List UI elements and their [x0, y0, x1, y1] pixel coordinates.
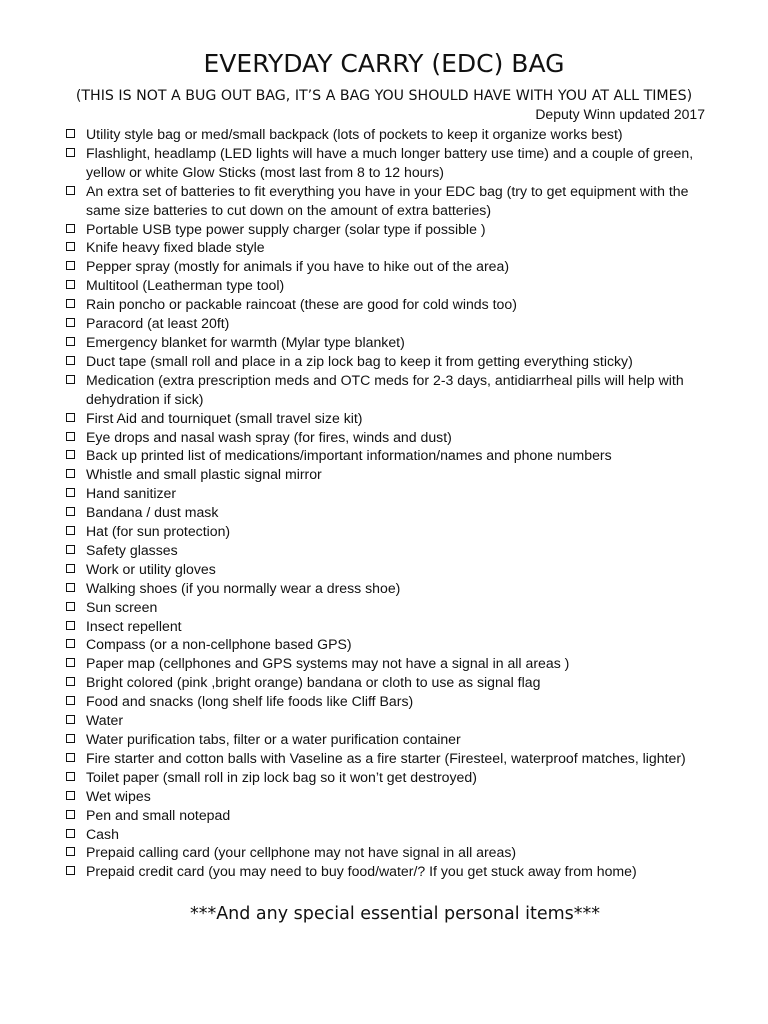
checklist	[64, 125, 714, 881]
checkbox-icon[interactable]	[66, 658, 75, 667]
checklist-item	[64, 843, 714, 862]
checklist-item	[64, 579, 714, 598]
checklist-item-label: Hand sanitizer	[86, 485, 177, 502]
checklist-item	[64, 428, 714, 447]
checklist-item-label: Multitool (Leatherman type tool)	[86, 277, 285, 294]
checklist-item	[64, 654, 714, 673]
checkbox-icon[interactable]	[66, 715, 75, 724]
checklist-item	[64, 371, 714, 409]
checklist-item-label: Food and snacks (long shelf life foods like Cliff Bars)	[86, 693, 414, 710]
checklist-item-label: Compass (or a non-cellphone based GPS)	[86, 636, 352, 653]
checklist-item	[64, 673, 714, 692]
checklist-item	[64, 635, 714, 654]
checkbox-icon[interactable]	[66, 696, 75, 705]
checklist-item-label: Duct tape (small roll and place in a zip lock bag to keep it from getting everything sticky)	[86, 352, 633, 369]
checklist-item	[64, 333, 714, 352]
checklist-item	[64, 711, 714, 730]
checkbox-icon[interactable]	[66, 488, 75, 497]
checkbox-icon[interactable]	[66, 829, 75, 838]
checkbox-icon[interactable]	[66, 318, 75, 327]
checklist-item	[64, 787, 714, 806]
checkbox-icon[interactable]	[66, 375, 75, 384]
page-subtitle: (THIS IS NOT A BUG OUT BAG, IT’S A BAG YOU SHOULD HAVE WITH YOU AT ALL TIMES)	[75, 88, 693, 104]
checkbox-icon[interactable]	[66, 545, 75, 554]
checklist-item	[64, 257, 714, 276]
checkbox-icon[interactable]	[66, 564, 75, 573]
checklist-item-label: Back up printed list of medications/important information/names and phone numbers	[86, 447, 612, 464]
checklist-item	[64, 503, 714, 522]
checklist-item	[64, 238, 714, 257]
checkbox-icon[interactable]	[66, 639, 75, 648]
checklist-item	[64, 692, 714, 711]
checkbox-icon[interactable]	[66, 469, 75, 478]
checklist-item-label: Insect repellent	[86, 617, 182, 634]
checklist-item	[64, 730, 714, 749]
checklist-item	[64, 295, 714, 314]
checkbox-icon[interactable]	[66, 186, 75, 195]
checklist-item-label: Pepper spray (mostly for animals if you have to hike out of the area)	[86, 258, 510, 275]
checkbox-icon[interactable]	[66, 356, 75, 365]
checklist-item	[64, 598, 714, 617]
checklist-item-label: Medication (extra prescription meds and OTC meds for 2-3 days, antidiarrheal pills will help with dehydration if sick)	[86, 371, 684, 407]
checklist-item	[64, 314, 714, 333]
checkbox-icon[interactable]	[66, 224, 75, 233]
checkbox-icon[interactable]	[66, 432, 75, 441]
checklist-item	[64, 446, 714, 465]
footer-note: ***And any special essential personal items***	[189, 904, 601, 924]
checklist-item-label: Portable USB type power supply charger (solar type if possible )	[86, 220, 486, 237]
checklist-item-label: Emergency blanket for warmth (Mylar type blanket)	[86, 333, 405, 350]
checklist-item-label: Eye drops and nasal wash spray (for fires, winds and dust)	[86, 428, 452, 445]
checkbox-icon[interactable]	[66, 242, 75, 251]
checklist-item-label: Water purification tabs, filter or a water purification container	[86, 731, 461, 747]
page-title: EVERYDAY CARRY (EDC) BAG	[203, 49, 565, 78]
checkbox-icon[interactable]	[66, 526, 75, 535]
checkbox-icon[interactable]	[66, 791, 75, 800]
checkbox-icon[interactable]	[66, 866, 75, 875]
checklist-item	[64, 806, 714, 825]
checklist-item	[64, 522, 714, 541]
checklist-item	[64, 144, 714, 182]
checkbox-icon[interactable]	[66, 261, 75, 270]
checkbox-icon[interactable]	[66, 810, 75, 819]
checklist-item-label: Prepaid credit card (you may need to buy food/water/? If you get stuck away from home)	[86, 863, 637, 880]
checklist-item	[64, 749, 714, 768]
checklist-item	[64, 862, 714, 881]
checklist-item-label: An extra set of batteries to fit everything you have in your EDC bag (try to get equipment with the same size batteries to cut down on the amount of extra batteries)	[86, 182, 689, 218]
checkbox-icon[interactable]	[66, 734, 75, 743]
checklist-item-label: First Aid and tourniquet (small travel size kit)	[86, 409, 363, 426]
checkbox-icon[interactable]	[66, 583, 75, 592]
checklist-item-label: Sun screen	[86, 598, 158, 615]
checklist-item	[64, 182, 714, 220]
checklist-item	[64, 541, 714, 560]
checklist-item-label: Bright colored (pink ,bright orange) bandana or cloth to use as signal flag	[86, 674, 541, 691]
checklist-item-label: Fire starter and cotton balls with Vaseline as a fire starter (Firesteel, waterproof matches, lighter)	[86, 749, 686, 766]
checkbox-icon[interactable]	[66, 677, 75, 686]
checklist-item-label: Knife heavy fixed blade style	[86, 239, 265, 256]
checkbox-icon[interactable]	[66, 772, 75, 781]
checklist-item	[64, 276, 714, 295]
checklist-item-label: Walking shoes (if you normally wear a dress shoe)	[86, 579, 401, 596]
checklist-item	[64, 465, 714, 484]
checkbox-icon[interactable]	[66, 450, 75, 459]
checklist-item-label: Work or utility gloves	[86, 560, 216, 577]
checklist-item	[64, 617, 714, 636]
checklist-item	[64, 220, 714, 239]
checkbox-icon[interactable]	[66, 507, 75, 516]
checklist-item	[64, 484, 714, 503]
checkbox-icon[interactable]	[66, 337, 75, 346]
checklist-item-label: Prepaid calling card (your cellphone may not have signal in all areas)	[86, 844, 517, 861]
checklist-item-label: Pen and small notepad	[86, 806, 231, 823]
checklist-item-label: Utility style bag or med/small backpack (lots of pockets to keep it organize works best)	[86, 126, 623, 142]
checkbox-icon[interactable]	[66, 129, 75, 138]
checklist-item-label: Paracord (at least 20ft)	[86, 315, 230, 332]
checklist-item-label: Bandana / dust mask	[86, 504, 219, 521]
checklist-item-label: Wet wipes	[86, 787, 151, 804]
checkbox-icon[interactable]	[66, 621, 75, 630]
checkbox-icon[interactable]	[66, 280, 75, 289]
checkbox-icon[interactable]	[66, 753, 75, 762]
checklist-item	[64, 825, 714, 844]
checkbox-icon[interactable]	[66, 299, 75, 308]
author-note: Deputy Winn updated 2017	[535, 106, 705, 122]
checklist-item-label: Water	[86, 712, 124, 729]
checklist-item-label: Toilet paper (small roll in zip lock bag so it won’t get destroyed)	[86, 768, 477, 785]
checklist-item-label: Flashlight, headlamp (LED lights will have a much longer battery use time) and a couple of green, yellow or white Glow Sticks (most last from 8 to 12 hours)	[86, 144, 694, 180]
checkbox-icon[interactable]	[66, 148, 75, 157]
checklist-item	[64, 768, 714, 787]
checklist-item-label: Safety glasses	[86, 541, 178, 558]
checklist-item	[64, 560, 714, 579]
checkbox-icon[interactable]	[66, 413, 75, 422]
checklist-item	[64, 125, 714, 144]
checklist-item	[64, 352, 714, 371]
checklist-item-label: Rain poncho or packable raincoat (these are good for cold winds too)	[86, 296, 517, 313]
checkbox-icon[interactable]	[66, 847, 75, 856]
checklist-item-label: Paper map (cellphones and GPS systems may not have a signal in all areas )	[86, 655, 570, 672]
checklist-item	[64, 409, 714, 428]
checklist-item-label: Whistle and small plastic signal mirror	[86, 466, 322, 483]
checklist-item-label: Cash	[86, 825, 119, 842]
checkbox-icon[interactable]	[66, 602, 75, 611]
checklist-item-label: Hat (for sun protection)	[86, 523, 231, 540]
